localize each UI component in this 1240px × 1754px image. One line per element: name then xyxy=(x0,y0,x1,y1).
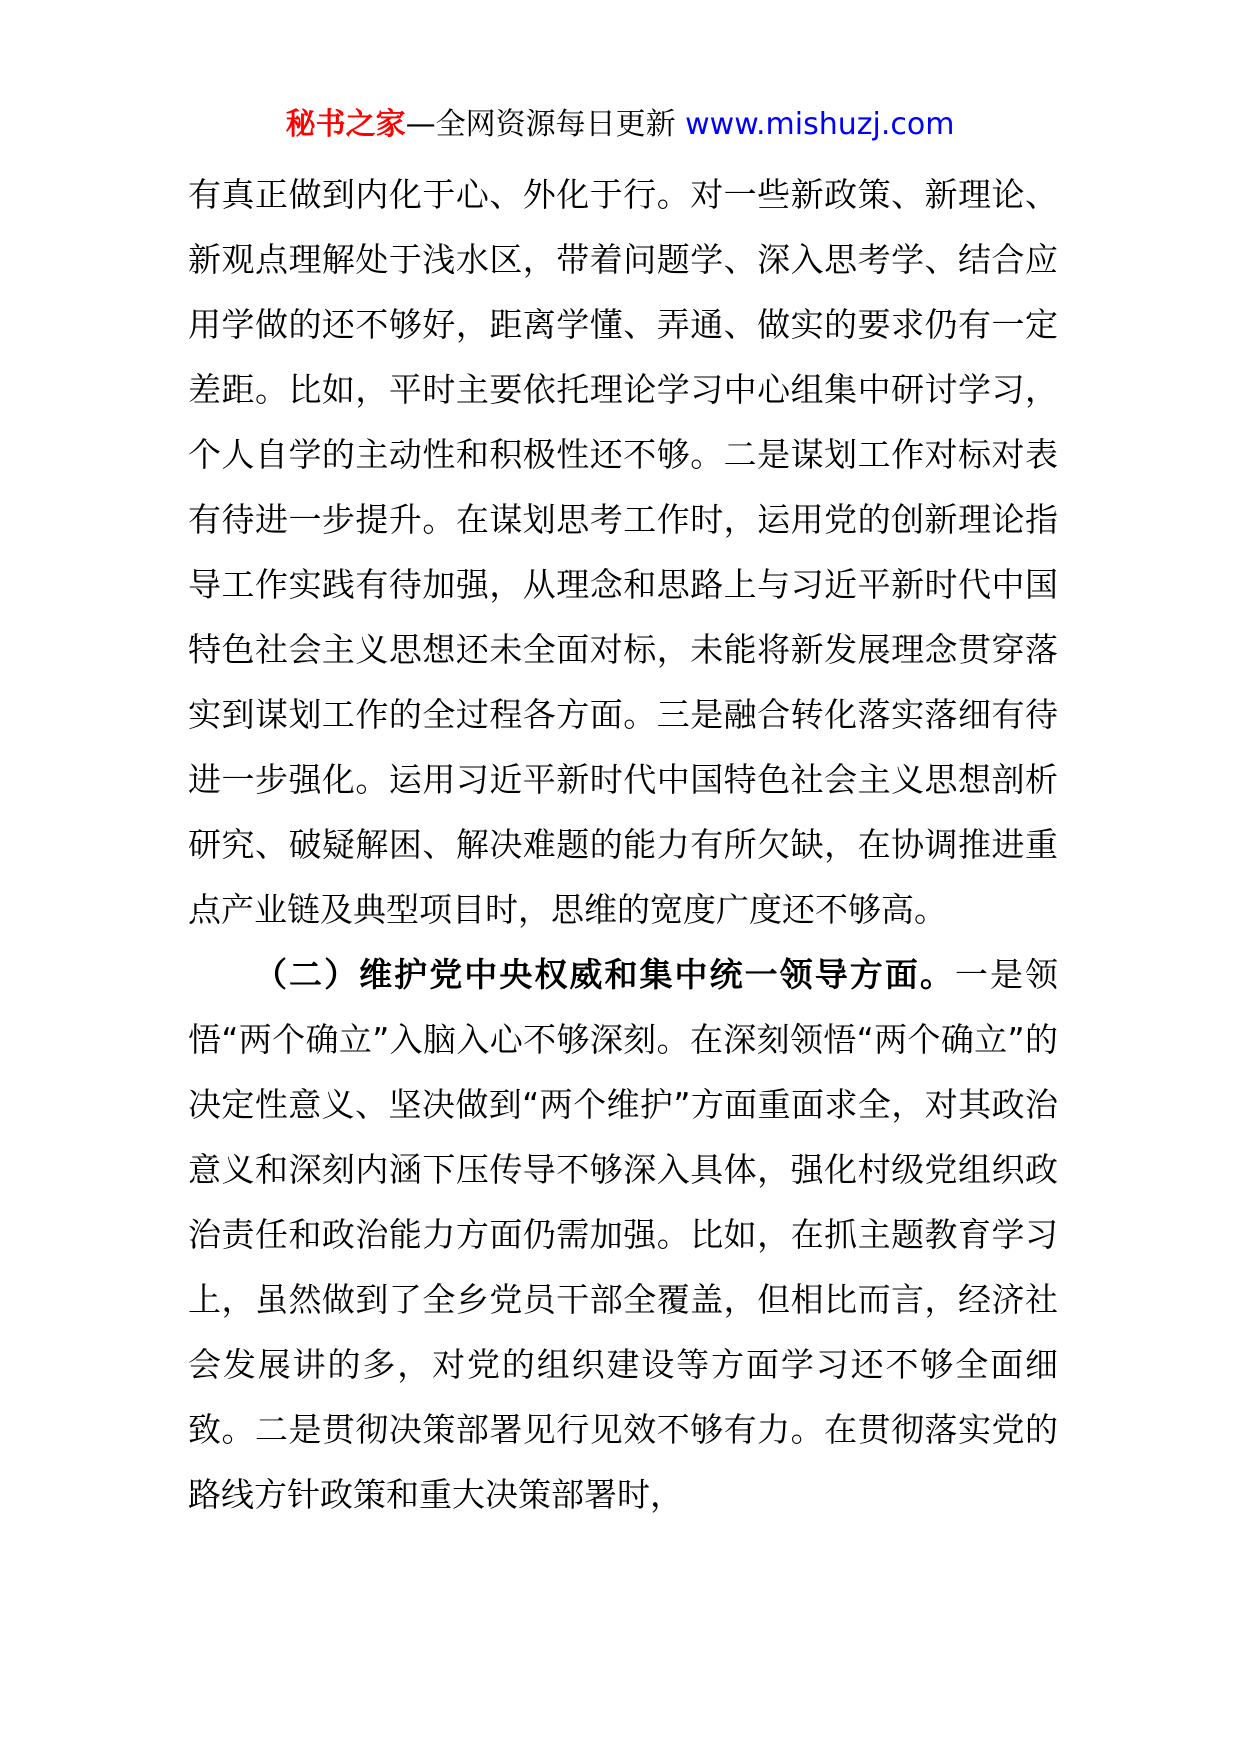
paragraph-text: 一是领悟“两个确立”入脑入心不够深刻。在深刻领悟“两个确立”的决定性意义、坚决做到“两个维护”方面重面求全，对其政治意义和深刻内涵下压传导不够深入具体，强化村级党组织政治责任和政治能力方面仍需加强。比如，在抓主题教育学习上，虽然做到了全乡党员干部全覆盖，但相比而言，经济社会发展讲的多，对党的组织建设等方面学习还不够全面细致。二是贯彻决策部署见行见效不够有力。在贯彻落实党的路线方针政策和重大决策部署时， xyxy=(188,955,1059,1514)
paragraph-text: 有真正做到内化于心、外化于行。对一些新政策、新理论、新观点理解处于浅水区，带着问题学、深入思考学、结合应用学做的还不够好，距离学懂、弄通、做实的要求仍有一定差距。比如，平时主要依托理论学习中心组集中研讨学习，个人自学的主动性和积极性还不够。二是谋划工作对标对表有待进一步提升。在谋划思考工作时，运用党的创新理论指导工作实践有待加强，从理念和思路上与习近平新时代中国特色社会主义思想还未全面对标，未能将新发展理念贯穿落实到谋划工作的全过程各方面。三是融合转化落实落细有待进一步强化。运用习近平新时代中国特色社会主义思想剖析研究、破疑解困、解决难题的能力有所欠缺，在协调推进重点产业链及典型项目时，思维的宽度广度还不够高。 xyxy=(188,175,1058,929)
section-heading: （二）维护党中央权威和集中统一领导方面。 xyxy=(254,955,955,994)
header-tagline: —全网资源每日更新 xyxy=(405,107,686,142)
page-header xyxy=(0,100,1240,150)
document-body xyxy=(188,162,1058,1527)
header-brand: 秘书之家 xyxy=(285,107,406,142)
header-url-link[interactable]: www.mishuzj.com xyxy=(685,107,955,142)
paragraph-section-2 xyxy=(188,942,1058,1527)
paragraph-continued xyxy=(188,162,1058,942)
